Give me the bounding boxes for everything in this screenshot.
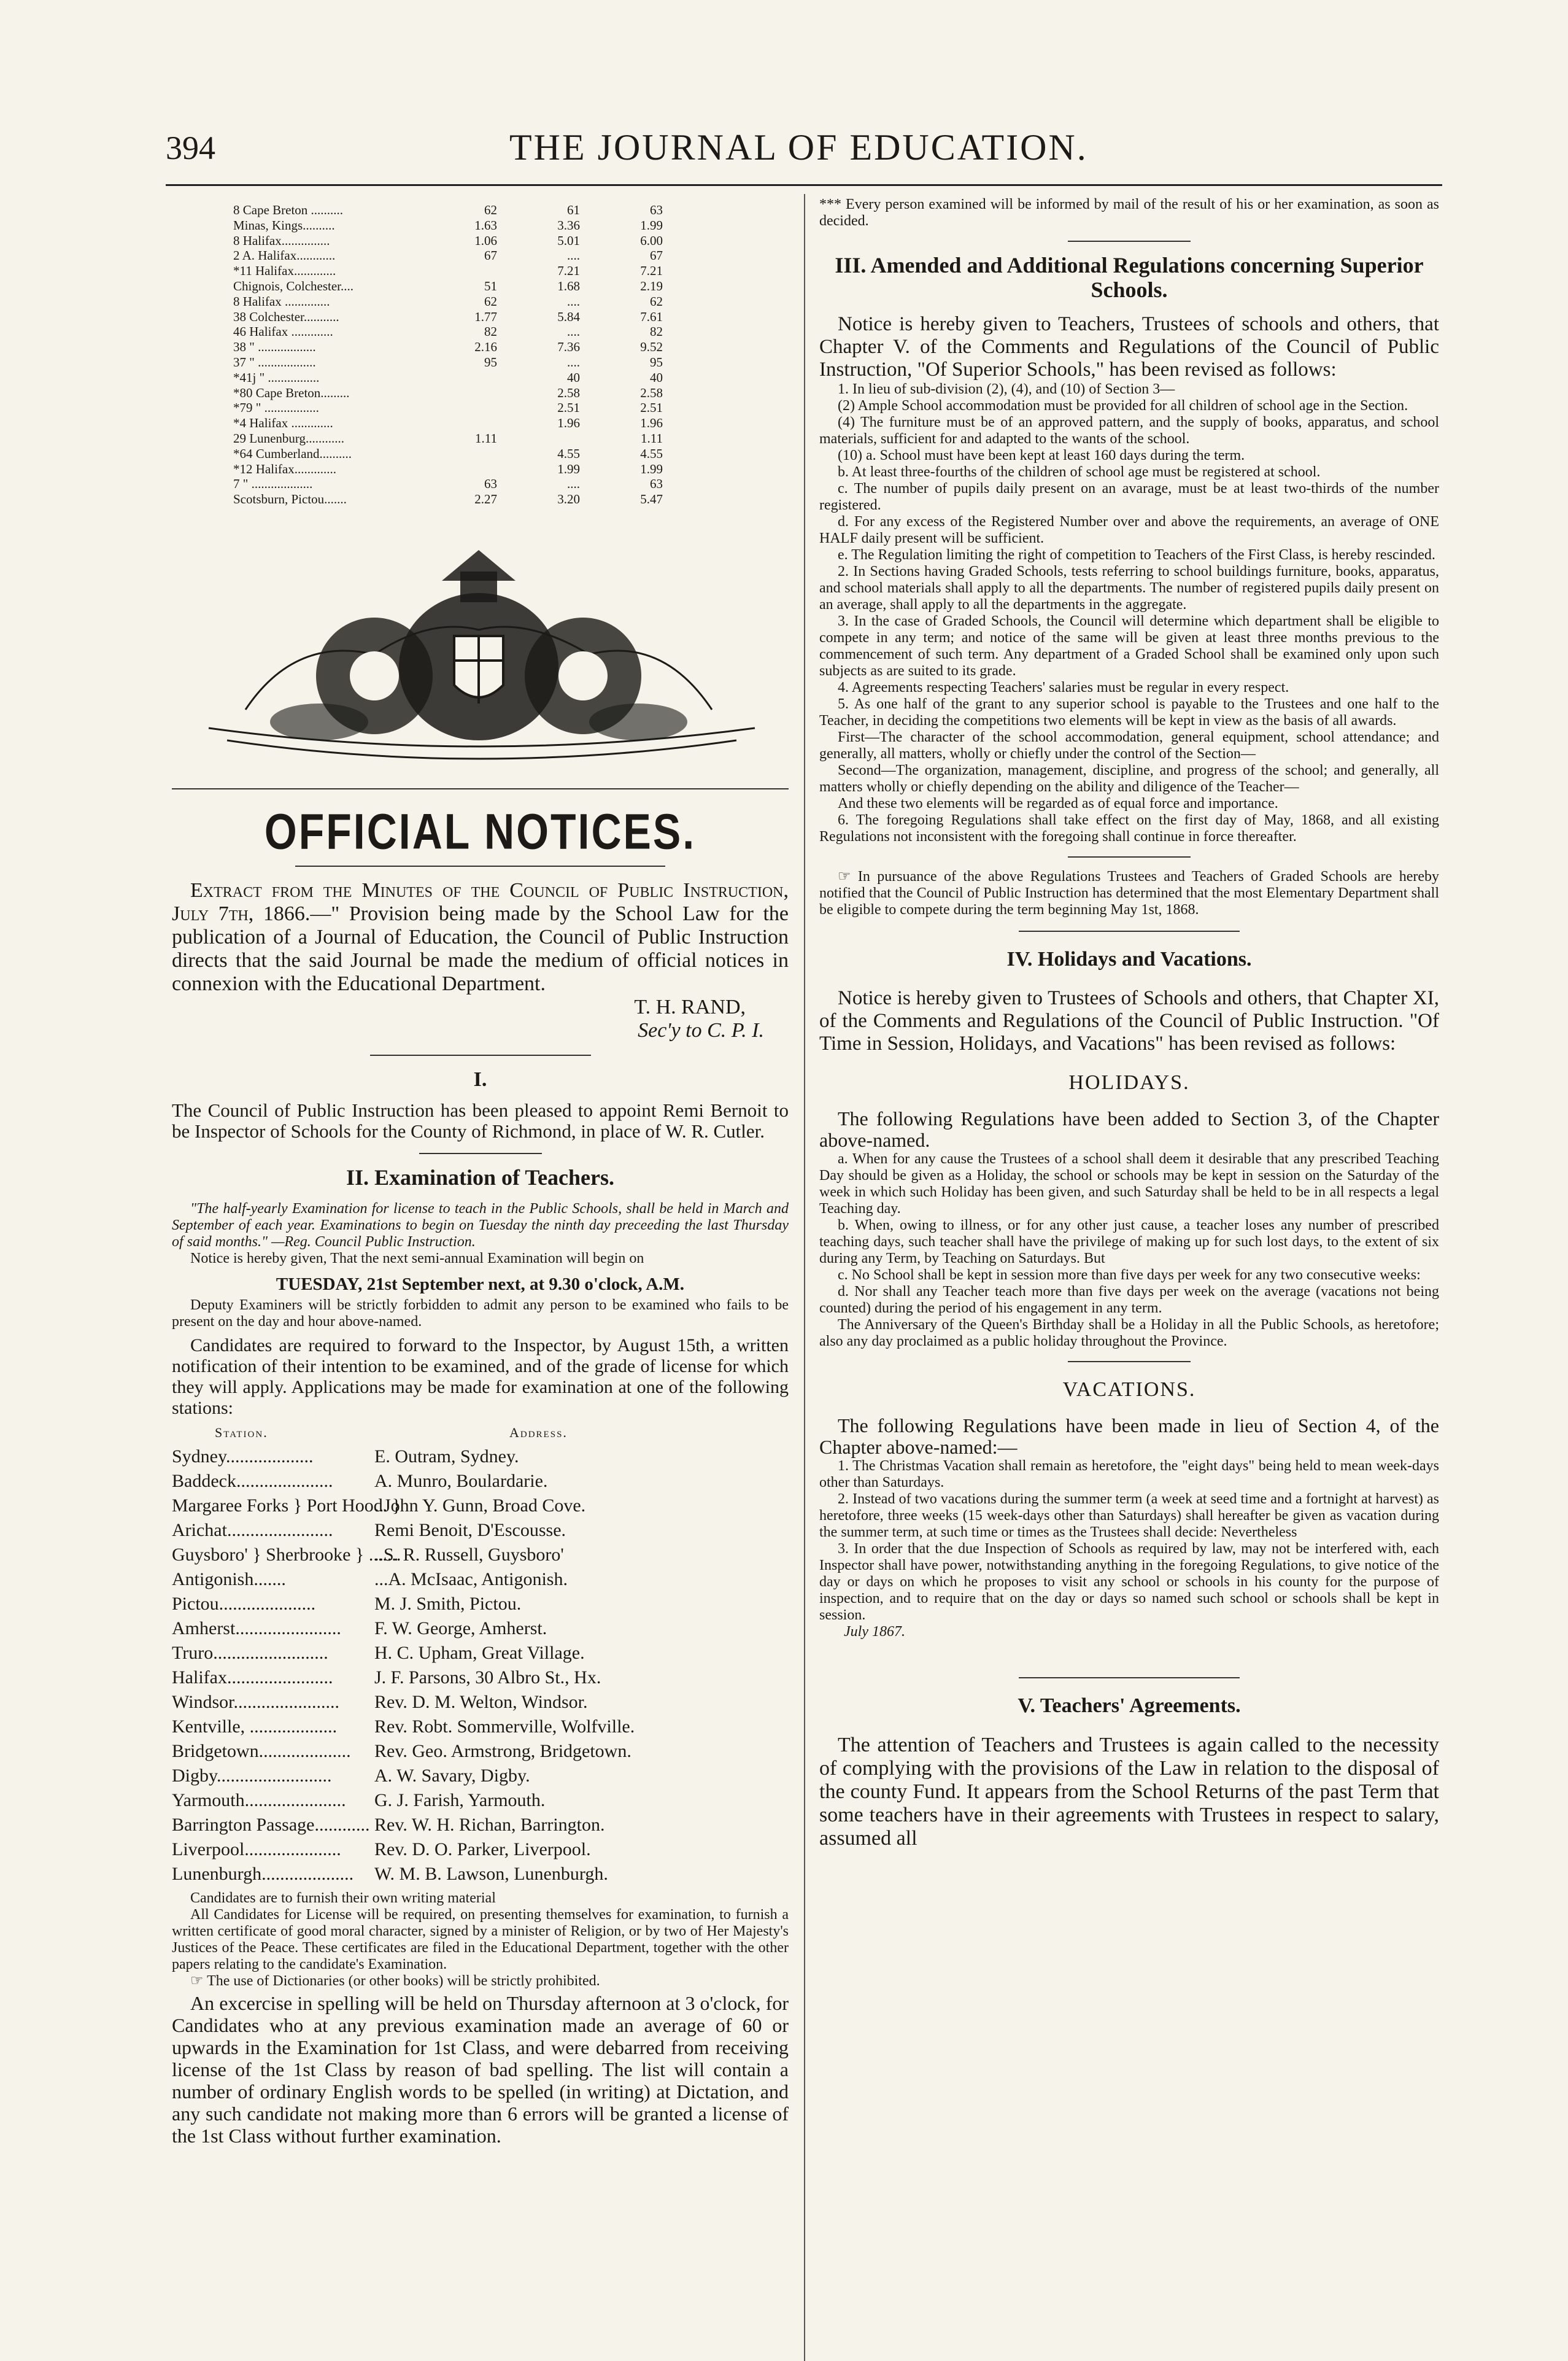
station-address: M. J. Smith, Pictou.: [374, 1593, 522, 1614]
stats-cell: *4 Halifax .............: [233, 416, 333, 431]
vacations-intro: The following Regulations have been made in lieu of Section 4, of the Chapter above-named:—: [819, 1414, 1439, 1458]
stats-cell: [436, 386, 497, 401]
station-address: ...A. McIsaac, Antigonish.: [374, 1568, 568, 1589]
stats-cell: 63: [484, 476, 497, 492]
station-row: [172, 1739, 789, 1764]
regulation-item: b. At least three-fourths of the children of school age must be registered at school.: [838, 464, 1321, 480]
regulation-item: (10) a. School must have been kept at least 160 days during the term.: [838, 448, 1245, 463]
stats-cell: 9.52: [640, 339, 663, 355]
station-address: Rev. W. H. Richan, Barrington.: [374, 1814, 605, 1835]
station-address: J. F. Parsons, 30 Albro St., Hx.: [374, 1667, 601, 1688]
stats-cell: 82: [650, 324, 663, 339]
station-address: H. C. Upham, Great Village.: [374, 1642, 585, 1663]
stats-cell: 61: [567, 203, 580, 217]
column-divider: [804, 194, 805, 2361]
station-name: Digby.........................: [172, 1765, 332, 1786]
examination-stations-list: [172, 1444, 789, 1886]
regulation-item: 3. In the case of Graded Schools, the Council will determine which department shall be eligible to compete in any term; and notice of the same will be given at least three months previous to the commencement of such term. Any department of a Graded School shall be examined only upon such subjects as are suited to its grade.: [819, 613, 1439, 679]
stats-cell: 7.21: [640, 263, 663, 279]
council-extract: [172, 879, 789, 996]
examination-regulation-quote: "The half-yearly Examination for license to teach in the Public Schools, shall be held in March and September of each year. Examinations to begin on Tuesday the ninth day preceeding the last Thursday of said months." —Reg. Council Public Instruction.: [172, 1200, 789, 1250]
station-address: Rev. D. O. Parker, Liverpool.: [374, 1839, 591, 1859]
right-column: [819, 196, 1439, 1850]
stats-cell: 40: [650, 370, 663, 385]
station-address: G. J. Farish, Yarmouth.: [374, 1789, 546, 1810]
stats-cell: 3.36: [557, 217, 580, 233]
holidays-heading: HOLIDAYS.: [1068, 1071, 1190, 1094]
stats-cell: 5.47: [640, 492, 663, 507]
station-row: [172, 1567, 789, 1592]
stats-cell: *41j " ................: [233, 370, 320, 385]
vacations-heading: VACATIONS.: [1062, 1378, 1196, 1401]
stats-cell: 2.51: [557, 400, 580, 416]
stats-cell: 67: [650, 248, 663, 263]
stats-row: [172, 294, 789, 309]
station-row: [172, 1690, 789, 1715]
stats-cell: ....: [567, 476, 580, 492]
stats-cell: 1.99: [640, 461, 663, 476]
station-row: [172, 1764, 789, 1788]
regulation-item: First—The character of the school accommodation, general equipment, school attendance; and generally, all matters, wholly or chiefly under the control of the Section—: [819, 729, 1439, 762]
stats-row: [172, 309, 789, 325]
station-name: Truro.........................: [172, 1642, 328, 1663]
stats-cell: 2 A. Halifax............: [233, 248, 336, 263]
stats-cell: 82: [484, 324, 497, 339]
masthead-rule-top: [172, 788, 789, 789]
station-row: [172, 1813, 789, 1837]
left-column: [172, 203, 789, 2147]
station-row: [172, 1862, 789, 1886]
stats-cell: 46 Halifax .............: [233, 324, 333, 339]
stats-cell: 1.11: [475, 430, 497, 446]
stations-header: [172, 1425, 789, 1441]
vacations-dateline: July 1867.: [844, 1624, 905, 1640]
stats-cell: 1.99: [557, 461, 580, 476]
stats-cell: 62: [650, 293, 663, 309]
regulation-item: 1. In lieu of sub-division (2), (4), and (10) of Section 3—: [838, 381, 1175, 397]
station-address: A. Munro, Boulardarie.: [374, 1470, 548, 1491]
station-address: A. W. Savary, Digby.: [374, 1765, 530, 1786]
examination-notice: Notice is hereby given, That the next semi-annual Examination will begin on: [190, 1250, 644, 1266]
page-number: 394: [166, 130, 215, 166]
stats-row: [172, 462, 789, 477]
station-address: ..John Y. Gunn, Broad Cove.: [374, 1495, 586, 1516]
stats-row: [172, 370, 789, 386]
graded-schools-notice: ☞ In pursuance of the above Regulations Trustees and Teachers of Graded Schools are hereby notified that the Council of Public Instruction has determined that the most Elementary Department shall be eligible to compete during the term beginning May 1st, 1868.: [819, 869, 1440, 918]
section-1-text: The Council of Public Instruction has been pleased to appoint Remi Bernoit to be Inspector of Schools for the County of Richmond, in place of W. R. Cutler.: [172, 1099, 789, 1142]
stats-row: [172, 233, 789, 249]
stats-row: [172, 446, 789, 462]
official-notices-masthead: OFFICIAL NOTICES.: [264, 804, 697, 860]
stats-cell: 4.55: [557, 446, 580, 461]
station-row: [172, 1444, 789, 1469]
section-3-intro: Notice is hereby given to Teachers, Trustees of schools and others, that Chapter V. of the Comments and Regulations of the Council of Public Instruction, "Of Superior Schools," has been revised as follows:: [819, 313, 1439, 381]
stats-row: [172, 492, 789, 507]
grant-statistics-table: [172, 203, 789, 507]
station-row: [172, 1837, 789, 1862]
section-rule: [1068, 1361, 1191, 1362]
regulation-item: e. The Regulation limiting the right of competition to Teachers of the First Class, is hereby rescinded.: [838, 547, 1435, 563]
section-rule: [370, 1055, 591, 1056]
stats-cell: 7.36: [557, 339, 580, 355]
stats-cell: 63: [650, 203, 663, 217]
stats-row: [172, 279, 789, 294]
stats-cell: 95: [484, 354, 497, 370]
holiday-rule: d. Nor shall any Teacher teach more than five days per week on the average (vacations not being counted) during the period of his engagement in any term.: [819, 1284, 1439, 1316]
vacations-regulations: [819, 1458, 1439, 1624]
stats-cell: 7 " ...................: [233, 476, 313, 492]
section-5-title: V. Teachers' Agreements.: [1018, 1694, 1241, 1717]
stats-row: [172, 355, 789, 370]
holidays-intro: The following Regulations have been added to Section 3, of the Chapter above-named.: [819, 1107, 1439, 1151]
station-row: [172, 1543, 789, 1567]
stats-cell: 2.51: [640, 400, 663, 416]
stats-cell: *79 " .................: [233, 400, 319, 416]
header-rule: [166, 184, 1442, 186]
stats-cell: 38 " ..................: [233, 339, 316, 355]
station-row: [172, 1788, 789, 1813]
vacation-rule: 2. Instead of two vacations during the summer term (a week at seed time and a fortnight at harvest) as heretofore, three weeks (15 week-days other than Saturdays) shall hereafter be given as vacation during the summer term, at such time or times as the Trustees shall decide: Nevertheless: [819, 1491, 1439, 1540]
stats-cell: 1.11: [641, 430, 663, 446]
stats-cell: Minas, Kings..........: [233, 217, 335, 233]
stats-cell: [436, 400, 497, 416]
section-4-intro: Notice is hereby given to Trustees of Schools and others, that Chapter XI, of the Comments and Regulations of the Council of Public Instruction. "Of Time in Session, Holidays, and Vacations" has been revised as follows:: [819, 987, 1439, 1055]
station-name: Bridgetown....................: [172, 1740, 351, 1761]
stats-cell: 62: [484, 203, 497, 217]
writing-material-note: Candidates are to furnish their own writing material: [190, 1890, 496, 1906]
station-name: Lunenburgh....................: [172, 1863, 354, 1884]
regulation-item: c. The number of pupils daily present on an avarage, must be at least two-thirds of the number registered.: [819, 481, 1439, 513]
holiday-rule: a. When for any cause the Trustees of a school shall deem it desirable that any prescribed Teaching Day should be given as a Holiday, the school or schools may be kept in session on the Saturday of the week in which such Holiday has been given, and such Saturday shall be held to be in all respects a legal Teaching day.: [819, 1151, 1439, 1217]
stats-cell: 1.63: [474, 217, 497, 233]
station-name: Guysboro' } Sherbrooke } .......: [172, 1544, 401, 1565]
stats-cell: 5.84: [557, 309, 580, 324]
stats-cell: 8 Halifax ..............: [233, 293, 330, 309]
holidays-regulations: [819, 1151, 1439, 1350]
stats-cell: [436, 416, 497, 431]
stats-cell: *64 Cumberland..........: [233, 446, 352, 461]
stats-cell: 2.19: [640, 278, 663, 293]
moral-certificate-note: All Candidates for License will be required, on presenting themselves for examination, to furnish a written certificate of good moral character, signed by a minister of Religion, or by two of Her Majesty's Justices of the Peace. These certificates are filed in the Educational Department, together with the other papers relating to the candidate's Examination.: [172, 1906, 789, 1972]
station-name: Antigonish.......: [172, 1568, 286, 1589]
stats-cell: [436, 462, 497, 477]
section-rule: [1068, 856, 1191, 858]
dictionaries-note: ☞ The use of Dictionaries (or other books) will be strictly prohibited.: [190, 1972, 600, 1989]
stats-cell: [436, 446, 497, 462]
extract-signer: T. H. RAND,: [634, 995, 746, 1018]
station-row: [172, 1469, 789, 1494]
stats-cell: ....: [567, 293, 580, 309]
stats-cell: *80 Cape Breton.........: [233, 385, 350, 400]
stats-cell: 5.01: [557, 233, 580, 248]
spelling-exercise-note: An excercise in spelling will be held on Thursday afternoon at 3 o'clock, for Candidates who at any previous examination made an average of 60 or upwards in the Examination for 1st Class, and were debarred from receiving license of the 1st Class by reason of bad spelling. The list will contain a number of ordinary English words to be spelled (in writing) at Dictation, and any such candidate not making more than 6 errors will be granted a license of the 1st Class without further examination.: [172, 1991, 789, 2147]
stats-cell: ....: [567, 248, 580, 263]
stats-cell: 7.61: [640, 309, 663, 324]
stats-cell: 62: [484, 293, 497, 309]
stats-cell: 37 " ..................: [233, 354, 316, 370]
station-row: [172, 1665, 789, 1690]
stats-cell: 29 Lunenburg............: [233, 430, 345, 446]
result-notification-note: *** Every person examined will be informed by mail of the result of his or her examination, as soon as decided.: [819, 196, 1439, 229]
stats-cell: 38 Colchester...........: [233, 309, 339, 324]
station-name: Amherst.......................: [172, 1618, 341, 1638]
stats-cell: 6.00: [640, 233, 663, 248]
station-address: Rev. D. M. Welton, Windsor.: [374, 1691, 588, 1712]
stats-cell: 1.96: [640, 416, 663, 431]
station-name: Margaree Forks } Port Hood. }: [172, 1495, 401, 1516]
regulation-item: 4. Agreements respecting Teachers' salaries must be regular in every respect.: [838, 680, 1289, 696]
regulation-item: 2. In Sections having Graded Schools, tests referring to school buildings furniture, books, apparatus, and school materials shall apply to all the departments. The number of registered pupils daily present on an average, shall apply to all the departments in the aggregate.: [819, 564, 1439, 613]
pointing-hand-icon: ☞: [838, 869, 858, 885]
stats-row: [172, 400, 789, 416]
stats-cell: 1.99: [640, 217, 663, 233]
station-name: Sydney...................: [172, 1446, 314, 1467]
regulation-item: (4) The furniture must be of an approved pattern, and the supply of books, apparatus, and school materials, sufficient for and adapted to the wants of the school.: [819, 414, 1439, 447]
stats-row: [172, 263, 789, 279]
station-name: Yarmouth......................: [172, 1789, 346, 1810]
stats-cell: [436, 263, 497, 279]
station-name: Barrington Passage............: [172, 1814, 370, 1835]
extract-lead: Extract from the Minutes of the Council of Public Instruction, July 7th, 1866.: [172, 878, 789, 925]
stats-cell: *11 Halifax.............: [233, 263, 336, 279]
stats-cell: Scotsburn, Pictou.......: [233, 492, 347, 507]
stats-row: [172, 339, 789, 355]
stats-cell: 95: [650, 354, 663, 370]
section-2-title: II. Examination of Teachers.: [346, 1165, 615, 1190]
extract-signer-title: Sec'y to C. P. I.: [638, 1018, 764, 1042]
stats-cell: 1.68: [557, 278, 580, 293]
stats-cell: 40: [567, 370, 580, 385]
extract-body: —" Provision being made by the School Law for the publication of a Journal of Education, the Council of Public Instruction directs that the said Journal be made the medium of official notices in connexion with the Educational Department.: [172, 902, 789, 995]
station-address: W. M. B. Lawson, Lunenburgh.: [374, 1863, 608, 1884]
teachers-agreements-text: The attention of Teachers and Trustees is again called to the necessity of complying with the provisions of the Law in relation to the disposal of the county Fund. It appears from the School Returns of the past Term that some teachers have in their agreements with Trustees in respect to salary, assumed all: [819, 1734, 1439, 1850]
holiday-rule: b. When, owing to illness, or for any other just cause, a teacher loses any number of prescribed teaching days, such teacher shall have the privilege of making up for such lost days, to the extent of six during any Term, by Teaching on Saturdays. But: [819, 1217, 1439, 1266]
holiday-rule: c. No School shall be kept in session more than five days per week for any two consecutive weeks:: [838, 1267, 1421, 1283]
stats-cell: 1.77: [474, 309, 497, 324]
stats-cell: 2.58: [640, 385, 663, 400]
regulation-item: 6. The foregoing Regulations shall take effect on the first day of May, 1868, and all existing Regulations not inconsistent with the foregoing shall continue in force thereafter.: [819, 812, 1439, 845]
stats-row: [172, 248, 789, 263]
station-name: Halifax.......................: [172, 1667, 333, 1688]
stats-row: [172, 203, 789, 218]
address-column-header: Address.: [509, 1424, 568, 1440]
examination-date: TUESDAY, 21st September next, at 9.30 o'clock, A.M.: [276, 1274, 685, 1294]
section-3-title: III. Amended and Additional Regulations concerning Superior Schools.: [835, 253, 1424, 302]
regulation-item: (2) Ample School accommodation must be provided for all children of school age in the Section.: [838, 398, 1408, 414]
section-rule: [1019, 1677, 1240, 1678]
station-address: E. Outram, Sydney.: [374, 1446, 519, 1467]
section-4-title: IV. Holidays and Vacations.: [1006, 948, 1252, 971]
station-row: [172, 1494, 789, 1518]
superior-schools-regulations: [819, 381, 1439, 845]
section-rule: [1068, 241, 1191, 242]
stats-cell: 4.55: [640, 446, 663, 461]
stats-cell: 67: [484, 248, 497, 263]
candidates-instructions: Candidates are required to forward to the Inspector, by August 15th, a written notification of their intention to be examined, and of the grade of license for which they will apply. Applications may be made for examination at one of the following stations:: [172, 1335, 789, 1418]
stats-cell: 1.96: [557, 416, 580, 431]
station-name: Windsor.......................: [172, 1691, 339, 1712]
stats-cell: 51: [484, 278, 497, 293]
deputy-examiners-note: Deputy Examiners will be strictly forbidden to admit any person to be examined who fails to be present on the day and hour above-named.: [172, 1297, 789, 1330]
coat-of-arms-illustration: [172, 525, 789, 783]
station-row: [172, 1518, 789, 1543]
station-address: Remi Benoit, D'Escousse.: [374, 1519, 566, 1540]
station-name: Liverpool.....................: [172, 1839, 341, 1859]
regulation-item: Second—The organization, management, discipline, and progress of the school; and generally, all matters wholly or chiefly depending on the ability and diligence of the Teacher—: [819, 762, 1439, 795]
station-name: Pictou.....................: [172, 1593, 316, 1614]
station-address: F. W. George, Amherst.: [374, 1618, 547, 1638]
stats-cell: 8 Halifax...............: [233, 233, 330, 248]
stats-cell: 8 Cape Breton ..........: [233, 203, 344, 217]
holiday-rule: The Anniversary of the Queen's Birthday shall be a Holiday in all the Public Schools, as heretofore; also any day proclaimed as a public holiday throughout the Province.: [819, 1317, 1439, 1349]
stats-cell: 63: [650, 476, 663, 492]
station-row: [172, 1616, 789, 1641]
station-row: [172, 1592, 789, 1616]
journal-title: THE JOURNAL OF EDUCATION.: [509, 127, 1088, 168]
stats-cell: 2.27: [474, 492, 497, 507]
stats-cell: 3.20: [557, 492, 580, 507]
stats-cell: [436, 370, 497, 386]
section-1-number: I.: [473, 1068, 487, 1091]
vacation-rule: 1. The Christmas Vacation shall remain as heretofore, the "eight days" being held to mean week-days other than Saturdays.: [819, 1458, 1439, 1491]
stats-cell: Chignois, Colchester....: [233, 278, 353, 293]
station-address: Rev. Geo. Armstrong, Bridgetown.: [374, 1740, 631, 1761]
stats-row: [172, 324, 789, 339]
regulation-item: 5. As one half of the grant to any superior school is payable to the Trustees and one half to the Teacher, in deciding the competitions two elements will be kept in view as the basis of all awards.: [819, 696, 1439, 729]
running-head: [166, 123, 1442, 172]
pointing-hand-icon: ☞: [190, 1972, 207, 1989]
stats-cell: [497, 431, 580, 446]
stats-cell: 2.58: [557, 385, 580, 400]
stats-row: [172, 431, 789, 446]
vacation-rule: 3. In order that the due Inspection of Schools as required by law, may not be interfered with, each Inspector shall have power, notwithstanding anything in the foregoing Regulations, to give notice of the day or days on which he proposes to visit any school or schools in his county for the purpose of inspection, and to require that on the day or days so named such school or schools shall be kept in session.: [819, 1541, 1439, 1623]
stats-cell: ....: [567, 324, 580, 339]
stats-cell: 7.21: [557, 263, 580, 279]
station-column-header: Station.: [215, 1424, 268, 1440]
section-rule: [1019, 931, 1240, 932]
stats-row: [172, 476, 789, 492]
stats-cell: ....: [567, 354, 580, 370]
station-address: ..S. R. Russell, Guysboro': [374, 1544, 564, 1565]
regulation-item: d. For any excess of the Registered Number over and above the requirements, an average of ONE HALF daily present will be sufficient.: [819, 514, 1439, 546]
regulation-item: And these two elements will be regarded as of equal force and importance.: [838, 796, 1278, 812]
station-row: [172, 1641, 789, 1665]
stats-row: [172, 416, 789, 431]
station-name: Arichat.......................: [172, 1519, 333, 1540]
station-name: Kentville, ...................: [172, 1716, 338, 1737]
stats-cell: 1.06: [474, 233, 497, 248]
stats-cell: 2.16: [474, 339, 497, 355]
station-name: Baddeck.....................: [172, 1470, 333, 1491]
stats-cell: *12 Halifax.............: [233, 461, 336, 476]
station-row: [172, 1715, 789, 1739]
station-address: Rev. Robt. Sommerville, Wolfville.: [374, 1716, 635, 1737]
stats-row: [172, 386, 789, 401]
stats-row: [172, 218, 789, 233]
section-rule: [419, 1153, 542, 1154]
